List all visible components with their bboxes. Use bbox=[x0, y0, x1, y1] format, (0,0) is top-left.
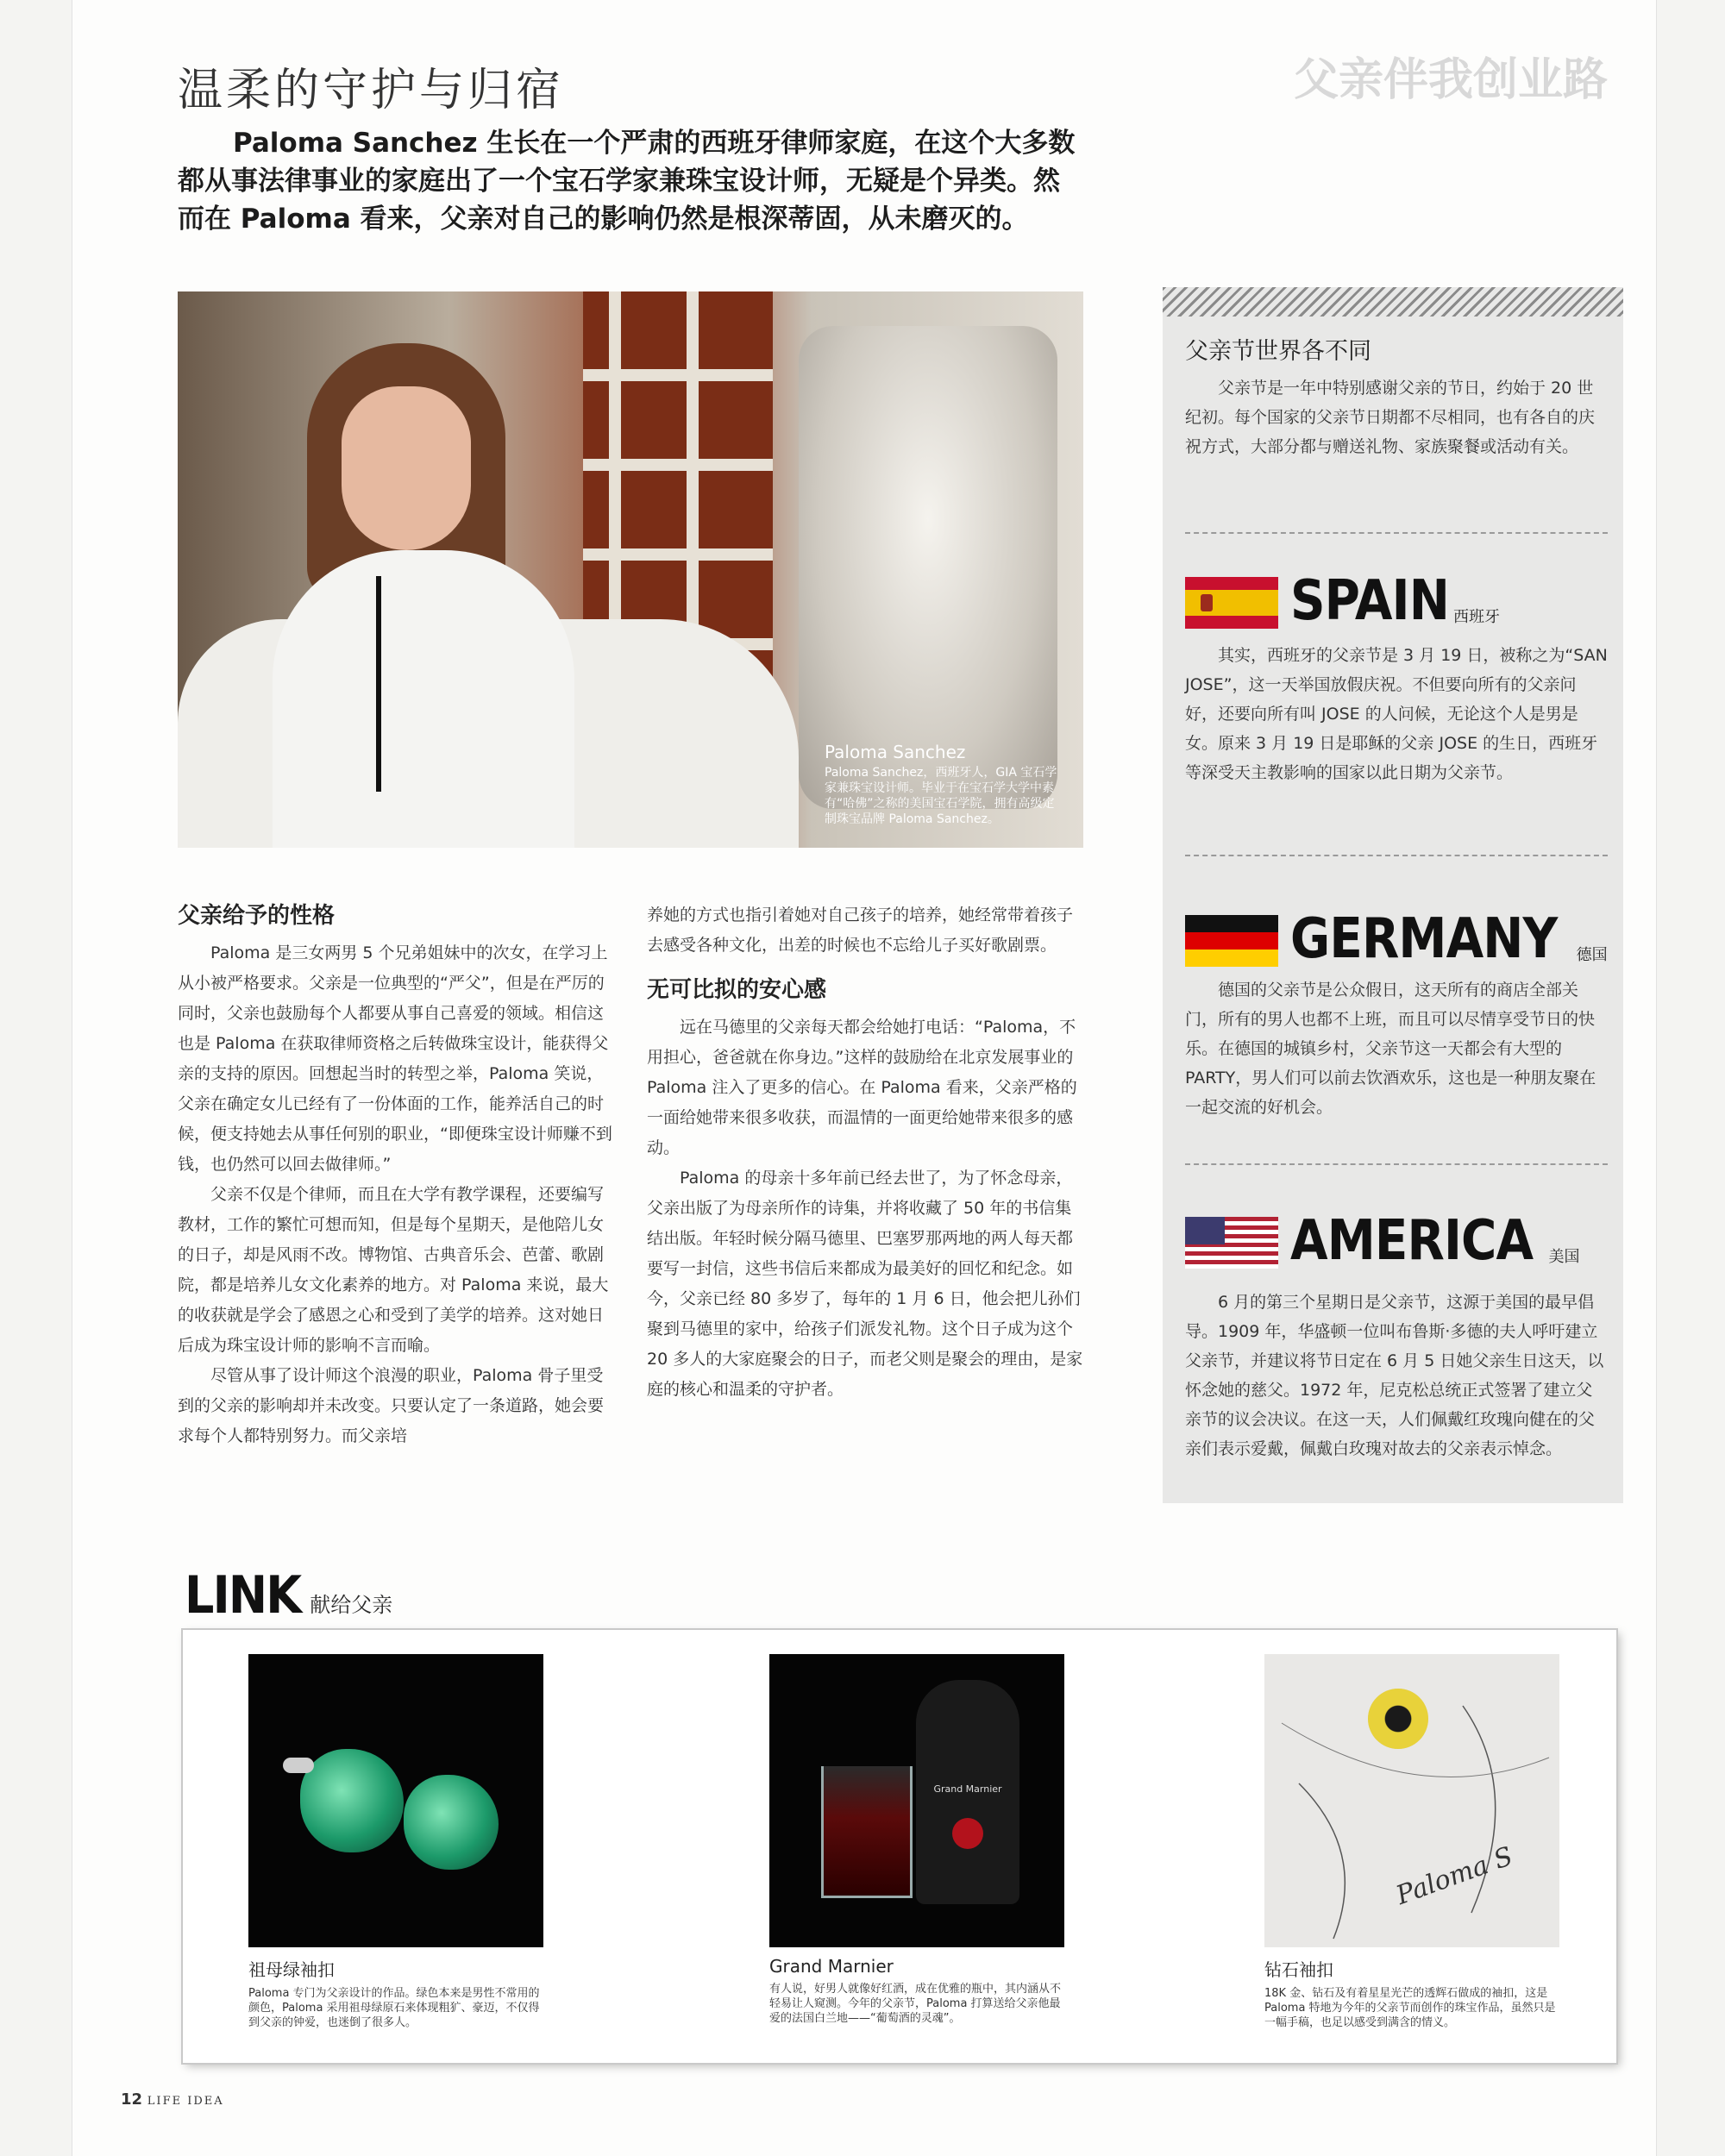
paragraph: 养她的方式也指引着她对自己孩子的培养，她经常带着孩子去感受各种文化，出差的时候也不忘给儿子买好歌剧票。 bbox=[647, 906, 1074, 955]
section-heading: 无可比拟的安心感 bbox=[647, 977, 827, 1003]
country-text-germany: 德国的父亲节是公众假日，这天所有的商店全部关门，所有的男人也都不上班，而且可以尽情享受节日的快乐。在德国的城镇乡村，父亲节这一天都会有大型的 PARTY，男人们可以前去饮酒欢乐，这也是一种朋友聚在一起交流的好机会。 bbox=[1185, 981, 1596, 1117]
paragraph: 父亲不仅是个律师，而且在大学有教学课程，还要编写教材，工作的繁忙可想而知，但是每个星期天，是他陪儿女的日子，却是风雨不改。博物馆、古典音乐会、芭蕾、歌剧院，都是培养儿女文化素养的地方。对 Paloma 来说，最大的收获就是学会了感恩之心和受到了美学的培养。这对她日后成为珠宝设计师的影响不言而喻。 bbox=[178, 1185, 609, 1355]
portrait-photo bbox=[178, 291, 1083, 848]
emerald-gem-icon bbox=[404, 1775, 499, 1870]
emerald-cufflinks-image bbox=[248, 1654, 543, 1947]
usa-flag-icon bbox=[1185, 1217, 1278, 1269]
photo-blouse-trim bbox=[376, 576, 381, 792]
sidebar-hatch-bar bbox=[1163, 287, 1623, 317]
country-name-cn: 美国 bbox=[1548, 1248, 1580, 1266]
bleed-through-heading: 父亲伴我创业路 bbox=[1294, 54, 1609, 106]
country-name: AMERICA bbox=[1290, 1209, 1534, 1273]
photo-caption bbox=[825, 744, 1066, 827]
product-description: 有人说，好男人就像好红酒，成在优雅的瓶中，其内涵从不轻易让人窥测。今年的父亲节，Paloma 打算送给父亲他最爱的法国白兰地——“葡萄酒的灵魂”。 bbox=[769, 1983, 1062, 2025]
magazine-name: LIFE IDEA bbox=[147, 2095, 224, 2108]
product-grand-marnier bbox=[769, 1654, 1064, 2026]
article-column-2 bbox=[647, 900, 1083, 1405]
country-name-cn: 西班牙 bbox=[1453, 608, 1501, 626]
photo-caption-text: Paloma Sanchez，西班牙人，GIA 宝石学家兼珠宝设计师。毕业于在宝石学大学中素有“哈佛”之称的美国宝石学院，拥有高级定制珠宝品牌 Paloma Sanchez。 bbox=[825, 766, 1057, 826]
product-diamond-cufflinks bbox=[1264, 1654, 1559, 2030]
grand-marnier-image bbox=[769, 1654, 1064, 1947]
signature: Paloma S bbox=[1392, 1840, 1517, 1912]
product-description: 18K 金、钻石及有着星星光芒的透辉石做成的袖扣，这是 Paloma 特地为今年的父亲节而创作的珠宝作品，虽然只是一幅手稿，也足以感受到满含的情义。 bbox=[1264, 1987, 1556, 2029]
article-lead: Paloma Sanchez 生长在一个严肃的西班牙律师家庭，在这个大多数都从事法律事业的家庭出了一个宝石学家兼珠宝设计师，无疑是个异类。然而在 Paloma 看来，父亲对自己的影响仍然是根深蒂固，从未磨灭的。 bbox=[178, 128, 1076, 235]
link-heading bbox=[185, 1565, 393, 1626]
link-subtitle: 献给父亲 bbox=[310, 1593, 393, 1617]
product-description: Paloma 专门为父亲设计的作品。绿色本来是男性不常用的颜色，Paloma 采用祖母绿原石来体现粗犷、豪迈，不仅得到父亲的钟爱，也迷倒了很多人。 bbox=[248, 1987, 540, 2029]
country-name-cn: 德国 bbox=[1576, 946, 1608, 964]
country-name: GERMANY bbox=[1290, 907, 1558, 971]
link-products-box bbox=[183, 1630, 1616, 2063]
bottle-icon bbox=[916, 1680, 1019, 1904]
photo-statue bbox=[799, 326, 1057, 809]
bottle-label: Grand Marnier bbox=[933, 1783, 1002, 1795]
photo-caption-name: Paloma Sanchez bbox=[825, 742, 966, 762]
sidebar-divider bbox=[1185, 855, 1608, 856]
sketch-image bbox=[1264, 1654, 1559, 1947]
spain-flag-icon bbox=[1185, 577, 1278, 629]
article-title: 温柔的守护与归宿 bbox=[178, 65, 565, 116]
germany-flag-icon bbox=[1185, 915, 1278, 967]
country-heading-spain bbox=[1185, 569, 1501, 633]
paragraph: Paloma 的母亲十多年前已经去世了，为了怀念母亲，父亲出版了为母亲所作的诗集，并将收藏了 50 年的书信集结出版。年轻时候分隔马德里、巴塞罗那两地的两人每天都要写一封信，这些书信后来都成为最美好的回忆和纪念。如今，父亲已经 80 多岁了，每年的 1 月 6 日，他会把儿孙们聚到马德里的家中，给孩子们派发礼物。这个日子成为这个 20 多人的大家庭聚会的日子，而老父则是聚会的理由，是家庭的核心和温柔的守护者。 bbox=[647, 1169, 1083, 1399]
section-heading: 父亲给予的性格 bbox=[178, 903, 336, 929]
country-heading-germany bbox=[1185, 907, 1608, 971]
bottle-seal-icon bbox=[952, 1818, 983, 1849]
page-footer bbox=[121, 2090, 224, 2109]
country-text-america: 6 月的第三个星期日是父亲节，这源于美国的最早倡导。1909 年，华盛顿一位叫布鲁斯·多德的夫人呼吁建立父亲节，并建议将节日定在 6 月 5 日她父亲生日这天，以怀念她的慈父。1972 年，尼克松总统正式签署了建立父亲节的议会决议。在这一天，人们佩戴红玫瑰向健在的父亲们表示爱戴，佩戴白玫瑰对故去的父亲表示悼念。 bbox=[1185, 1293, 1604, 1458]
product-name: 钻石袖扣 bbox=[1264, 1959, 1333, 1980]
country-heading-america bbox=[1185, 1209, 1580, 1273]
glass-icon bbox=[821, 1766, 913, 1898]
product-emerald-cufflinks bbox=[248, 1654, 543, 2030]
sidebar-divider bbox=[1185, 1163, 1608, 1165]
sidebar-fathers-day bbox=[1163, 287, 1623, 1503]
article-column-1 bbox=[178, 900, 618, 1451]
sidebar-title: 父亲节世界各不同 bbox=[1185, 338, 1371, 365]
sidebar-divider bbox=[1185, 532, 1608, 534]
product-name: Grand Marnier bbox=[769, 1956, 894, 1977]
sidebar-intro: 父亲节是一年中特别感谢父亲的节日，约始于 20 世纪初。每个国家的父亲节日期都不尽相同，也有各自的庆祝方式，大部分都与赠送礼物、家族聚餐或活动有关。 bbox=[1185, 379, 1596, 456]
photo-blouse bbox=[273, 550, 574, 848]
country-text-spain: 其实，西班牙的父亲节是 3 月 19 日，被称之为“SAN JOSE”，这一天举国放假庆祝。不但要向所有的父亲问好，还要向所有叫 JOSE 的人问候，无论这个人是男是女。原来 3 月 19 日是耶稣的父亲 JOSE 的生日，西班牙等深受天主教影响的国家以此日期为父亲节。 bbox=[1185, 646, 1608, 782]
product-name: 祖母绿袖扣 bbox=[248, 1959, 335, 1980]
paragraph: 远在马德里的父亲每天都会给她打电话：“Paloma，不用担心，爸爸就在你身边。”这样的鼓励给在北京发展事业的 Paloma 注入了更多的信心。在 Paloma 看来，父亲严格的一面给她带来很多收获，而温情的一面更给她带来很多的感动。 bbox=[647, 1018, 1077, 1157]
photo-face bbox=[342, 386, 471, 550]
link-word: LINK bbox=[185, 1565, 301, 1626]
page-number: 12 bbox=[121, 2090, 143, 2109]
emerald-gem-icon bbox=[300, 1749, 404, 1852]
paragraph: Paloma 是三女两男 5 个兄弟姐妹中的次女，在学习上从小被严格要求。父亲是一位典型的“严父”，但是在严厉的同时，父亲也鼓励每个人都要从事自己喜爱的领域。相信这也是 Paloma 在获取律师资格之后转做珠宝设计，能获得父亲的支持的原因。回想起当时的转型之举，Paloma 笑说，父亲在确定女儿已经有了一份体面的工作，能养活自己的时候，便支持她去从事任何别的职业，“即便珠宝设计师赚不到钱，也仍然可以回去做律师。” bbox=[178, 943, 612, 1174]
paragraph: 尽管从事了设计师这个浪漫的职业，Paloma 骨子里受到的父亲的影响却并未改变。只要认定了一条道路，她会要求每个人都特别努力。而父亲培 bbox=[178, 1366, 605, 1445]
cufflink-toggle-icon bbox=[283, 1758, 314, 1773]
country-name: SPAIN bbox=[1290, 569, 1449, 633]
